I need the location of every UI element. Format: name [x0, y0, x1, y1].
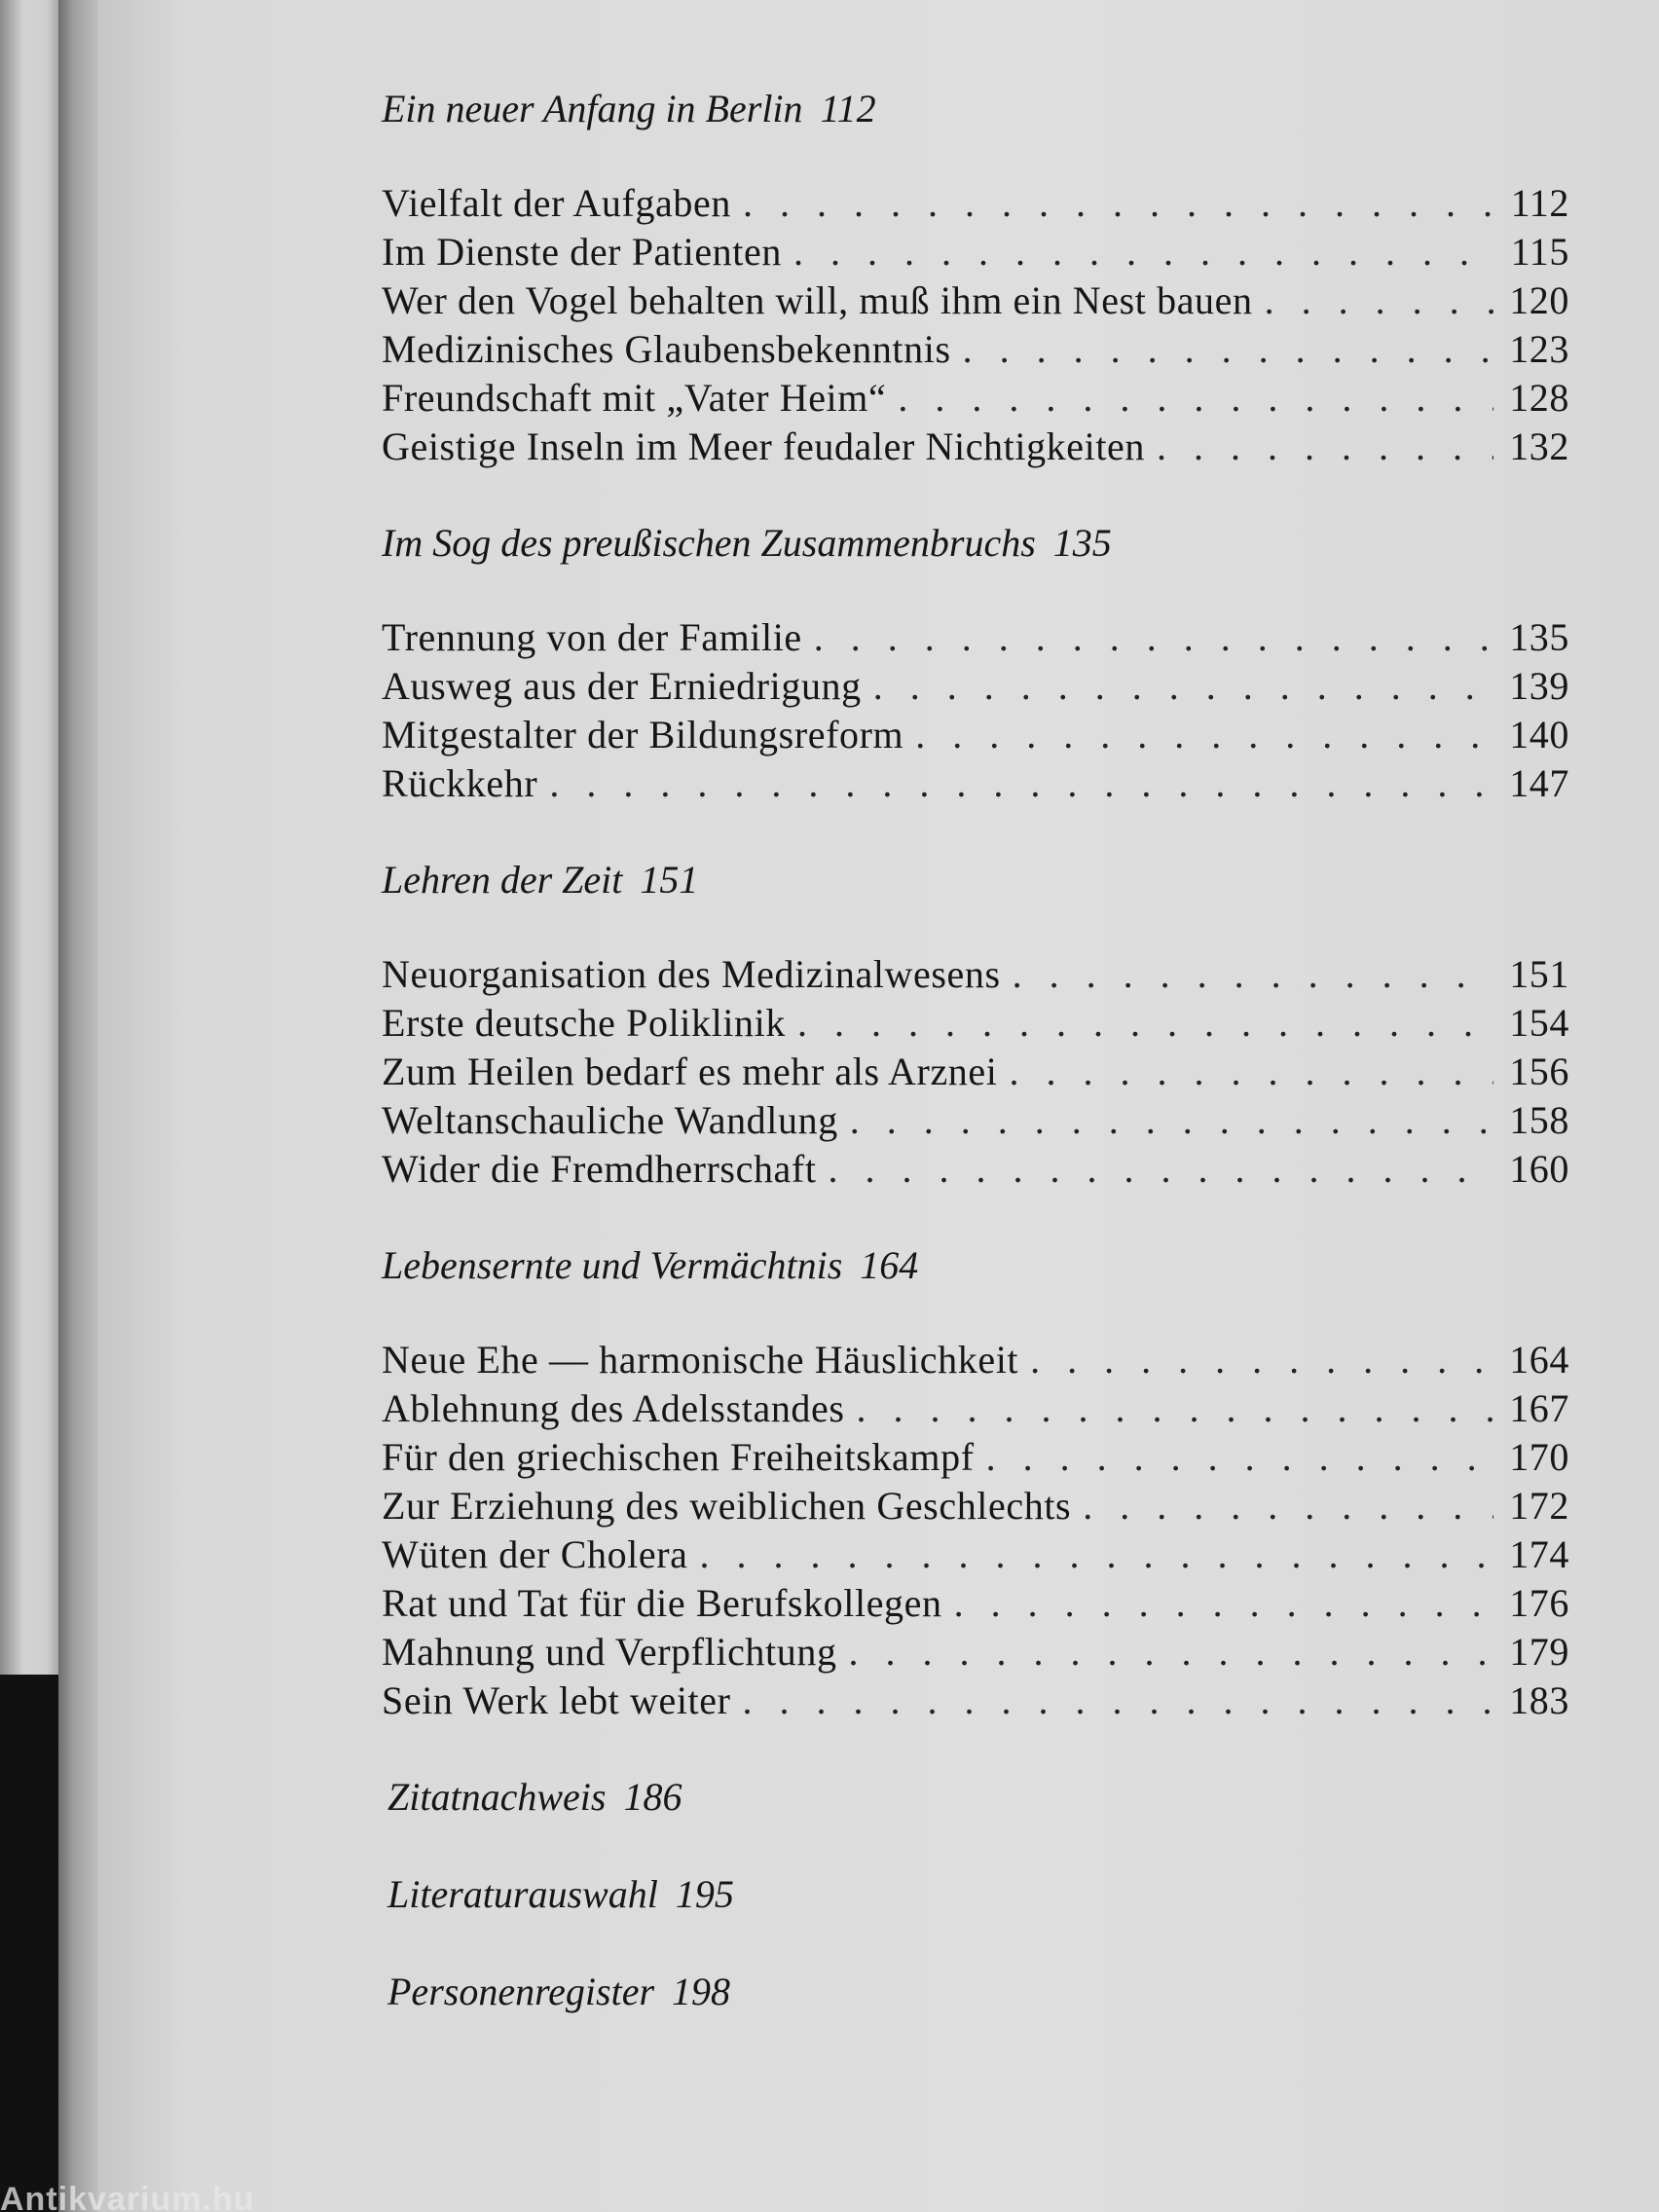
dot-leader — [829, 1145, 1493, 1194]
dot-leader — [1013, 950, 1493, 999]
entry-page: 151 — [1509, 952, 1569, 996]
entry-title: Freundschaft mit „Vater Heim“ — [382, 376, 887, 420]
dot-leader — [700, 1530, 1493, 1579]
section-title: Lebensernte und Vermächtnis — [382, 1243, 843, 1287]
entry-title: Neuorganisation des Medizinalwesens — [382, 952, 1001, 996]
entry-title: Vielfalt der Aufgaben — [382, 181, 731, 225]
book-spine — [0, 0, 58, 1675]
entry-page: 120 — [1509, 278, 1569, 322]
dot-leader — [963, 325, 1493, 374]
entry-title: Sein Werk lebt weiter — [382, 1678, 731, 1722]
entry-title: Medizinisches Glaubensbekenntnis — [382, 327, 951, 371]
toc-section — [382, 1238, 1569, 1725]
entry-title: Für den griechischen Freiheitskampf — [382, 1435, 975, 1479]
dot-leader — [873, 662, 1493, 711]
entry-title: Mitgestalter der Bildungsreform — [382, 713, 904, 756]
section-title: Ein neuer Anfang in Berlin — [382, 87, 803, 130]
entry-page: 170 — [1509, 1435, 1569, 1479]
entry-title: Im Dienste der Patienten — [382, 230, 782, 274]
toc-entry — [382, 1048, 1569, 1096]
toc-section — [382, 516, 1569, 808]
entry-title: Rückkehr — [382, 761, 538, 805]
dot-leader — [986, 1433, 1493, 1482]
toc-entry — [382, 423, 1569, 471]
entry-title: Erste deutsche Poliklinik — [382, 1001, 786, 1045]
entry-page: 172 — [1509, 1484, 1569, 1528]
dot-leader — [1265, 276, 1493, 325]
entry-title: Ausweg aus der Erniedrigung — [382, 664, 862, 708]
entry-title: Wider die Fremdherrschaft — [382, 1147, 817, 1191]
entry-title: Trennung von der Familie — [382, 615, 802, 659]
dot-leader — [797, 999, 1493, 1048]
toc-entry — [382, 1384, 1569, 1433]
dot-leader — [898, 374, 1493, 423]
entry-page: 158 — [1509, 1098, 1569, 1142]
watermark: Antikvarium.hu — [0, 2181, 255, 2212]
toc-entry — [382, 1433, 1569, 1482]
entry-page: 147 — [1509, 761, 1569, 805]
appendix-page: 186 — [623, 1775, 682, 1819]
entry-page: 115 — [1510, 230, 1569, 274]
section-heading — [382, 853, 1569, 907]
dot-leader — [743, 179, 1493, 228]
appendix-title: Zitatnachweis — [387, 1775, 607, 1819]
entry-page: 174 — [1509, 1532, 1569, 1576]
dot-leader — [793, 228, 1493, 276]
toc-entry — [382, 1145, 1569, 1194]
appendix-index — [387, 1965, 1569, 2019]
section-page: 112 — [820, 87, 876, 130]
toc-entry — [382, 662, 1569, 711]
entry-page: 140 — [1509, 713, 1569, 756]
toc-entry — [382, 999, 1569, 1048]
toc-entry — [382, 613, 1569, 662]
dot-leader — [849, 1628, 1493, 1677]
entry-title: Zum Heilen bedarf es mehr als Arznei — [382, 1050, 998, 1093]
appendix-literature — [387, 1867, 1569, 1922]
toc-entry — [382, 374, 1569, 423]
entry-page: 154 — [1509, 1001, 1569, 1045]
section-title: Im Sog des preußischen Zusammenbruchs — [382, 521, 1036, 565]
dot-leader — [915, 711, 1493, 759]
entry-list — [382, 1336, 1569, 1725]
section-title: Lehren der Zeit — [382, 858, 623, 902]
entry-page: 132 — [1509, 424, 1569, 468]
entry-title: Geistige Inseln im Meer feudaler Nichtigkeiten — [382, 424, 1146, 468]
toc-entry — [382, 276, 1569, 325]
entry-page: 179 — [1509, 1630, 1569, 1674]
dot-leader — [954, 1579, 1493, 1628]
entry-page: 128 — [1509, 376, 1569, 420]
section-page: 164 — [860, 1243, 919, 1287]
toc-entry — [382, 1530, 1569, 1579]
toc-entry — [382, 228, 1569, 276]
dot-leader — [814, 613, 1493, 662]
toc-entry — [382, 1628, 1569, 1677]
toc-entry — [382, 1677, 1569, 1725]
entry-page: 139 — [1509, 664, 1569, 708]
dot-leader — [743, 1677, 1493, 1725]
entry-list — [382, 179, 1569, 471]
toc-section — [382, 82, 1569, 471]
entry-title: Rat und Tat für die Berufskollegen — [382, 1581, 942, 1625]
section-heading — [382, 82, 1569, 136]
entry-page: 160 — [1509, 1147, 1569, 1191]
toc-entry — [382, 1579, 1569, 1628]
section-heading — [382, 1238, 1569, 1293]
entry-page: 123 — [1509, 327, 1569, 371]
entry-page: 156 — [1509, 1050, 1569, 1093]
entry-title: Ablehnung des Adelsstandes — [382, 1386, 845, 1430]
entry-page: 164 — [1509, 1338, 1569, 1382]
dot-leader — [549, 759, 1493, 808]
entry-title: Zur Erziehung des weiblichen Geschlechts — [382, 1484, 1072, 1528]
appendix-title: Personenregister — [387, 1970, 655, 2013]
toc-entry — [382, 179, 1569, 228]
entry-page: 135 — [1509, 615, 1569, 659]
section-page: 135 — [1052, 521, 1112, 565]
entry-title: Mahnung und Verpflichtung — [382, 1630, 837, 1674]
entry-title: Neue Ehe — harmonische Häuslichkeit — [382, 1338, 1019, 1382]
entry-title: Weltanschauliche Wandlung — [382, 1098, 838, 1142]
table-of-contents — [382, 82, 1569, 2062]
toc-entry — [382, 1096, 1569, 1145]
entry-title: Wer den Vogel behalten will, muß ihm ein Nest bauen — [382, 278, 1253, 322]
entry-list — [382, 613, 1569, 808]
section-page: 151 — [640, 858, 699, 902]
entry-page: 167 — [1509, 1386, 1569, 1430]
appendix-citations — [387, 1770, 1569, 1825]
dot-leader — [857, 1384, 1493, 1433]
entry-page: 176 — [1509, 1581, 1569, 1625]
entry-list — [382, 950, 1569, 1194]
dot-leader — [850, 1096, 1493, 1145]
dot-leader — [1157, 423, 1493, 471]
toc-entry — [382, 759, 1569, 808]
toc-entry — [382, 1482, 1569, 1530]
entry-page: 112 — [1510, 181, 1569, 225]
dot-leader — [1083, 1482, 1493, 1530]
appendix-page: 198 — [672, 1970, 731, 2013]
appendix-title: Literaturauswahl — [387, 1872, 658, 1916]
entry-title: Wüten der Cholera — [382, 1532, 688, 1576]
toc-entry — [382, 325, 1569, 374]
toc-entry — [382, 950, 1569, 999]
dot-leader — [1030, 1336, 1493, 1384]
appendix-page: 195 — [675, 1872, 734, 1916]
entry-page: 183 — [1509, 1678, 1569, 1722]
dot-leader — [1009, 1048, 1493, 1096]
section-heading — [382, 516, 1569, 571]
toc-entry — [382, 1336, 1569, 1384]
toc-entry — [382, 711, 1569, 759]
toc-section — [382, 853, 1569, 1194]
